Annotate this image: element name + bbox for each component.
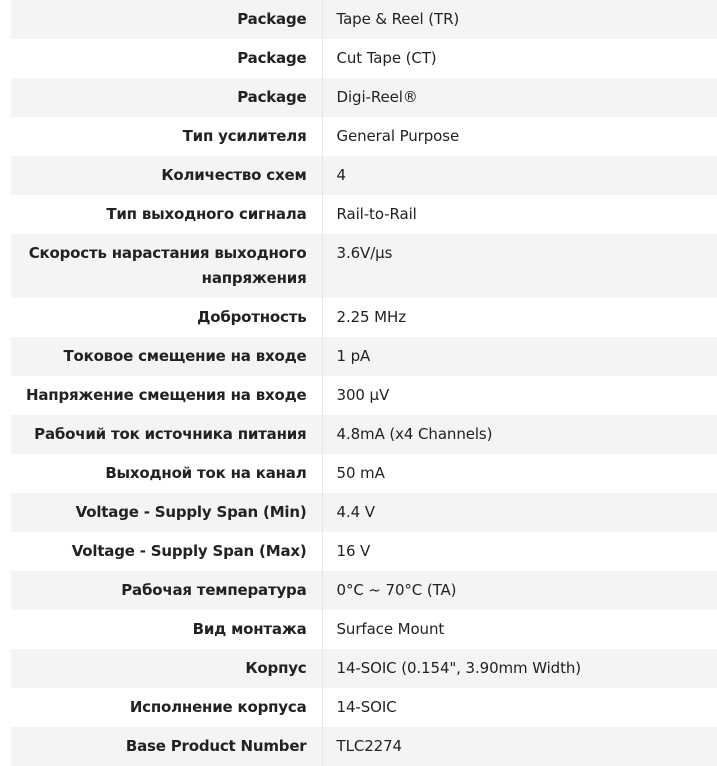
spec-row — [11, 727, 717, 766]
spec-value: 4.8mA (x4 Channels) — [322, 415, 717, 454]
spec-label: Выходной ток на канал — [11, 454, 322, 493]
spec-label: Количество схем — [11, 156, 322, 195]
spec-value: 14-SOIC — [322, 688, 717, 727]
spec-row — [11, 156, 717, 195]
spec-table — [11, 0, 717, 766]
spec-label: Напряжение смещения на входе — [11, 376, 322, 415]
spec-row — [11, 610, 717, 649]
spec-value: Tape & Reel (TR) — [322, 0, 717, 39]
spec-row — [11, 337, 717, 376]
spec-value: 0°C ~ 70°C (TA) — [322, 571, 717, 610]
spec-row — [11, 415, 717, 454]
spec-label: Тип усилителя — [11, 117, 322, 156]
spec-label: Рабочая температура — [11, 571, 322, 610]
spec-value: 3.6V/µs — [322, 234, 717, 298]
spec-row — [11, 493, 717, 532]
spec-value: TLC2274 — [322, 727, 717, 766]
spec-label: Package — [11, 0, 322, 39]
spec-row — [11, 688, 717, 727]
spec-value: 300 µV — [322, 376, 717, 415]
spec-label: Voltage - Supply Span (Max) — [11, 532, 322, 571]
spec-row — [11, 376, 717, 415]
spec-value: Rail-to-Rail — [322, 195, 717, 234]
spec-label: Package — [11, 39, 322, 78]
spec-value: Digi-Reel® — [322, 78, 717, 117]
spec-value: 14-SOIC (0.154", 3.90mm Width) — [322, 649, 717, 688]
spec-row — [11, 298, 717, 337]
spec-value: Cut Tape (CT) — [322, 39, 717, 78]
spec-table-body — [11, 0, 717, 766]
spec-label: Добротность — [11, 298, 322, 337]
spec-label: Package — [11, 78, 322, 117]
spec-label: Вид монтажа — [11, 610, 322, 649]
spec-label: Тип выходного сигнала — [11, 195, 322, 234]
spec-value: 1 pA — [322, 337, 717, 376]
spec-row — [11, 234, 717, 298]
spec-row — [11, 0, 717, 39]
spec-value: 50 mA — [322, 454, 717, 493]
spec-value: Surface Mount — [322, 610, 717, 649]
spec-label: Исполнение корпуса — [11, 688, 322, 727]
spec-value: 2.25 MHz — [322, 298, 717, 337]
spec-row — [11, 571, 717, 610]
spec-label: Токовое смещение на входе — [11, 337, 322, 376]
spec-label: Base Product Number — [11, 727, 322, 766]
spec-value: 4.4 V — [322, 493, 717, 532]
spec-value: General Purpose — [322, 117, 717, 156]
spec-label: Корпус — [11, 649, 322, 688]
spec-row — [11, 532, 717, 571]
spec-row — [11, 117, 717, 156]
spec-row — [11, 78, 717, 117]
spec-label: Voltage - Supply Span (Min) — [11, 493, 322, 532]
spec-value: 16 V — [322, 532, 717, 571]
spec-label: Скорость нарастания выходного напряжения — [11, 234, 322, 298]
spec-row — [11, 39, 717, 78]
spec-row — [11, 454, 717, 493]
spec-row — [11, 649, 717, 688]
spec-value: 4 — [322, 156, 717, 195]
spec-row — [11, 195, 717, 234]
spec-label: Рабочий ток источника питания — [11, 415, 322, 454]
